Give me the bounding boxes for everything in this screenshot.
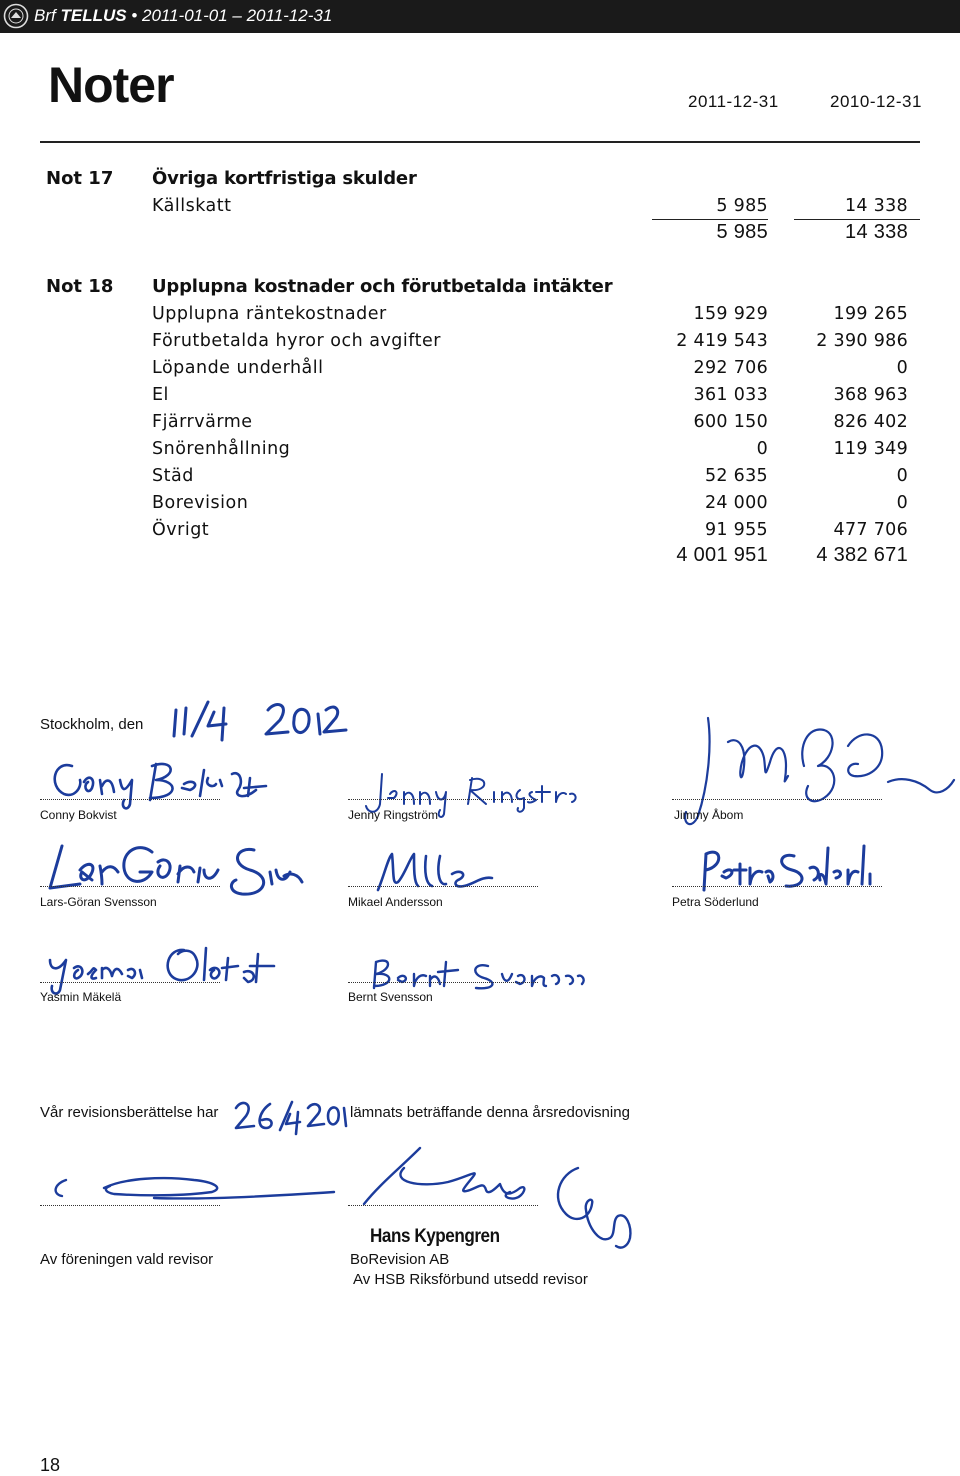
column-header-2010: 2010-12-31	[830, 92, 922, 111]
revisor-company: BoRevision AB	[350, 1251, 450, 1268]
signature-bernt-svensson	[368, 954, 588, 994]
note-17-total-2011: 5 985	[716, 221, 768, 243]
signature-line	[40, 886, 220, 887]
note-18-total-2011: 4 001 951	[676, 544, 768, 566]
note-17-total-2010: 14 338	[845, 221, 908, 243]
revisor-hsb-title: Av HSB Riksförbund utsedd revisor	[353, 1271, 588, 1288]
signer-name: Conny Bokvist	[40, 808, 117, 822]
signature-line	[672, 886, 882, 887]
signature-line	[348, 1205, 538, 1206]
note-18-row-label: Städ	[152, 466, 194, 486]
signature-conny-bokvist	[44, 756, 274, 812]
note-18-row-value-2010: 0	[896, 466, 908, 486]
note-18-row-label: Snörenhållning	[152, 439, 291, 459]
signature-revisor-foreningen	[44, 1170, 334, 1210]
handwritten-date-audit	[232, 1096, 350, 1136]
signature-yasmin-makela	[44, 940, 284, 996]
signer-name: Petra Söderlund	[672, 895, 759, 909]
note-18-row-value-2011: 600 150	[693, 412, 768, 432]
note-18-row-value-2010: 477 706	[833, 520, 908, 540]
note-18-row-value-2010: 368 963	[833, 385, 908, 405]
note-18-row-value-2010: 0	[896, 358, 908, 378]
note-18-row-value-2010: 826 402	[833, 412, 908, 432]
note-18-row-value-2010: 199 265	[833, 304, 908, 324]
header-separator: •	[131, 6, 138, 25]
note-18-row-value-2011: 91 955	[704, 520, 768, 540]
title-divider	[40, 141, 920, 143]
note-18-row-value-2011: 159 929	[693, 304, 768, 324]
note-17-row-value-2011: 5 985	[716, 196, 768, 216]
association-logo-icon	[3, 3, 29, 29]
signature-line	[348, 886, 538, 887]
note-18-number: Not 18	[46, 276, 114, 297]
note-18-row-value-2010: 0	[896, 493, 908, 513]
note-17-heading: Övriga kortfristiga skulder	[152, 168, 417, 189]
note-18-row-value-2011: 361 033	[693, 385, 768, 405]
note-18-row-value-2011: 24 000	[704, 493, 768, 513]
note-18-total-2010: 4 382 671	[816, 544, 908, 566]
page-number: 18	[40, 1455, 61, 1475]
page-title: Noter	[48, 57, 174, 113]
audit-statement-end: lämnats beträffande denna årsredovisning	[350, 1104, 630, 1121]
signature-line	[40, 1205, 220, 1206]
signature-lars-goran-svensson	[40, 832, 306, 902]
signer-name: Yasmin Mäkelä	[40, 990, 122, 1004]
signer-name: Mikael Andersson	[348, 895, 443, 909]
note-18-row-label: Löpande underhåll	[152, 358, 324, 378]
signature-line	[40, 982, 220, 983]
signer-name: Lars-Göran Svensson	[40, 895, 157, 909]
handwritten-date-signing	[168, 696, 348, 746]
note-17-row-value-2010: 14 338	[844, 196, 908, 216]
signature-line	[40, 799, 220, 800]
header-brand-prefix: Brf	[34, 6, 56, 25]
revisor-name-stamp: Hans Kypengren	[370, 1226, 500, 1247]
note-18-row-value-2010: 119 349	[833, 439, 908, 459]
note-18-row-label: Övrigt	[152, 520, 210, 540]
signature-line	[672, 799, 882, 800]
note-17-number: Not 17	[46, 168, 114, 189]
signature-mikael-andersson	[370, 846, 500, 896]
header-brand-name: TELLUS	[60, 6, 127, 25]
note-18-heading: Upplupna kostnader och förutbetalda intäkter	[152, 276, 613, 297]
note-18-row-label: Upplupna räntekostnader	[152, 304, 387, 324]
note-18-row-label: Fjärrvärme	[152, 412, 253, 432]
audit-statement-start: Vår revisionsberättelse har	[40, 1104, 219, 1121]
note-17-sum-rule-2010	[794, 219, 920, 220]
place-date-label: Stockholm, den	[40, 716, 144, 733]
note-18-row-value-2011: 292 706	[693, 358, 768, 378]
header-title	[34, 6, 332, 26]
note-18-row-value-2011: 2 419 543	[676, 331, 768, 351]
column-header-2011: 2011-12-31	[688, 92, 779, 111]
note-17-sum-rule-2011	[652, 219, 768, 220]
signature-line	[348, 982, 538, 983]
signer-name: Jenny Ringström	[348, 808, 439, 822]
note-18-row-label: Borevision	[152, 493, 249, 513]
revisor-foreningen-title: Av föreningen vald revisor	[40, 1251, 214, 1268]
note-18-row-value-2010: 2 390 986	[816, 331, 908, 351]
signer-name: Jimmy Åbom	[674, 808, 744, 822]
note-18-row-label: El	[152, 385, 169, 405]
signer-name: Bernt Svensson	[348, 990, 433, 1004]
note-17-row-label: Källskatt	[152, 196, 232, 216]
signature-line	[348, 799, 538, 800]
note-18-row-label: Förutbetalda hyror och avgifter	[152, 331, 441, 351]
note-18-row-value-2011: 0	[756, 439, 768, 459]
note-18-row-value-2011: 52 635	[704, 466, 768, 486]
signature-petra-soderlund	[694, 838, 874, 896]
header-period: 2011-01-01 – 2011-12-31	[142, 6, 333, 25]
